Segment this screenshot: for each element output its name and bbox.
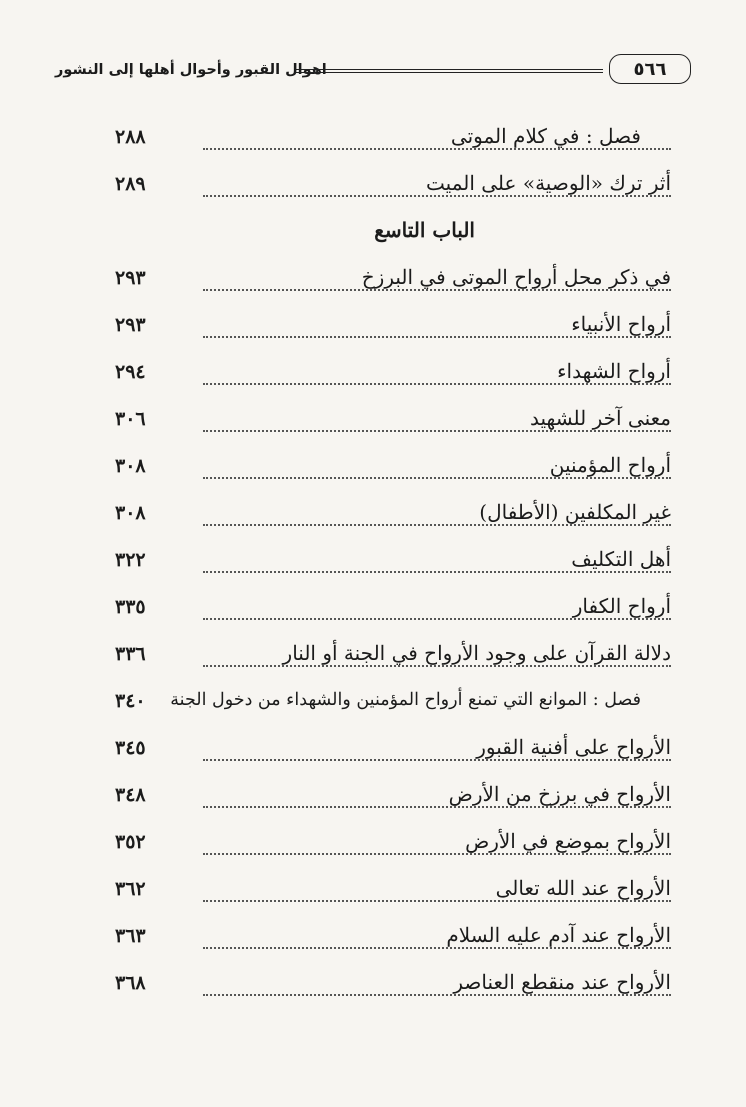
dot-leader: [203, 618, 671, 620]
dot-leader: [203, 524, 671, 526]
toc-entry: [115, 447, 671, 494]
running-header: [55, 50, 693, 88]
toc-entry: [115, 118, 671, 165]
toc-entry-page: ٣٦٣: [115, 925, 146, 947]
dot-leader: [203, 477, 671, 479]
toc-entry-page: ٣٥٢: [115, 831, 146, 853]
toc-entry-page: ٢٨٨: [115, 126, 146, 148]
toc-entry: [115, 588, 671, 635]
dot-leader: [203, 430, 671, 432]
toc-entry-page: ٣٦٢: [115, 878, 146, 900]
dot-leader: [203, 383, 671, 385]
toc-entry-page: ٢٨٩: [115, 173, 146, 195]
dot-leader: [203, 195, 671, 197]
toc-entry: [115, 541, 671, 588]
chapter-heading: [115, 212, 671, 259]
toc-entry-page: ٢٩٣: [115, 314, 146, 336]
dot-leader: [203, 336, 671, 338]
toc-entry-page: ٣٢٢: [115, 549, 146, 571]
toc-entry: [115, 306, 671, 353]
toc-entry-title: الأرواح عند الله تعالى: [492, 876, 671, 900]
toc-entry-title: الأرواح عند آدم عليه السلام: [442, 923, 671, 947]
toc-entry: [115, 682, 671, 729]
toc-entry-title: معنى آخر للشهيد: [526, 406, 671, 430]
toc-entry-page: ٣٠٨: [115, 502, 146, 524]
toc-entry: [115, 917, 671, 964]
header-rule: [295, 69, 603, 73]
toc-entry-title: الأرواح على أفنية القبور: [472, 735, 671, 759]
toc-entry-page: ٣٤٥: [115, 737, 146, 759]
dot-leader: [203, 947, 671, 949]
toc-entry-page: ٣٦٨: [115, 972, 146, 994]
toc-entry-title: في ذكر محل أرواح الموتى في البرزخ: [358, 265, 671, 289]
toc-entry-title: الأرواح في برزخ من الأرض: [445, 782, 671, 806]
page-number: ٥٦٦: [609, 54, 691, 84]
toc-entry-page: ٣٤٠: [115, 690, 146, 712]
toc-entry: [115, 729, 671, 776]
dot-leader: [203, 994, 671, 996]
toc-entry-title: أرواح الشهداء: [553, 359, 671, 383]
toc-entry-title: الأرواح بموضع في الأرض: [461, 829, 671, 853]
toc-entry: [115, 400, 671, 447]
toc-entry-page: ٣٠٨: [115, 455, 146, 477]
toc-entry-page: ٢٩٤: [115, 361, 146, 383]
toc-entry: [115, 635, 671, 682]
toc-entry-title: الأرواح عند منقطع العناصر: [449, 970, 671, 994]
toc-entry: [115, 823, 671, 870]
toc-entry: [115, 259, 671, 306]
dot-leader: [203, 806, 671, 808]
toc-entry: [115, 494, 671, 541]
chapter-heading-title: الباب التاسع: [374, 218, 475, 242]
toc-entry-page: ٣٠٦: [115, 408, 146, 430]
toc-entry-title: دلالة القرآن على وجود الأرواح في الجنة أو النار: [279, 641, 671, 665]
toc-entry-title: أهل التكليف: [567, 547, 671, 571]
book-title: اهوال القبور وأحوال أهلها إلى النشور: [55, 62, 327, 78]
toc-entry: [115, 353, 671, 400]
toc-entry-title: فصل : الموانع التي تمنع أرواح المؤمنين والشهداء من دخول الجنة: [166, 690, 641, 710]
toc-entry: [115, 964, 671, 1011]
toc-entry-title: فصل : في كلام الموتى: [447, 124, 641, 148]
toc-entry-title: أرواح الكفار: [569, 594, 671, 618]
toc-entry-page: ٣٣٦: [115, 643, 146, 665]
toc-entry: [115, 776, 671, 823]
toc-entry-title: غير المكلفين (الأطفال): [475, 500, 671, 524]
dot-leader: [203, 900, 671, 902]
table-of-contents: [115, 118, 671, 1011]
dot-leader: [203, 148, 671, 150]
toc-entry-title: أرواح المؤمنين: [546, 453, 671, 477]
toc-entry-page: ٣٣٥: [115, 596, 146, 618]
toc-entry-title: أثر ترك «الوصية» على الميت: [422, 171, 671, 195]
toc-entry-page: ٢٩٣: [115, 267, 146, 289]
dot-leader: [203, 289, 671, 291]
dot-leader: [203, 571, 671, 573]
dot-leader: [203, 759, 671, 761]
toc-entry-title: أرواح الأنبياء: [567, 312, 671, 336]
toc-entry: [115, 165, 671, 212]
dot-leader: [203, 665, 671, 667]
toc-entry: [115, 870, 671, 917]
toc-entry-page: ٣٤٨: [115, 784, 146, 806]
dot-leader: [203, 853, 671, 855]
